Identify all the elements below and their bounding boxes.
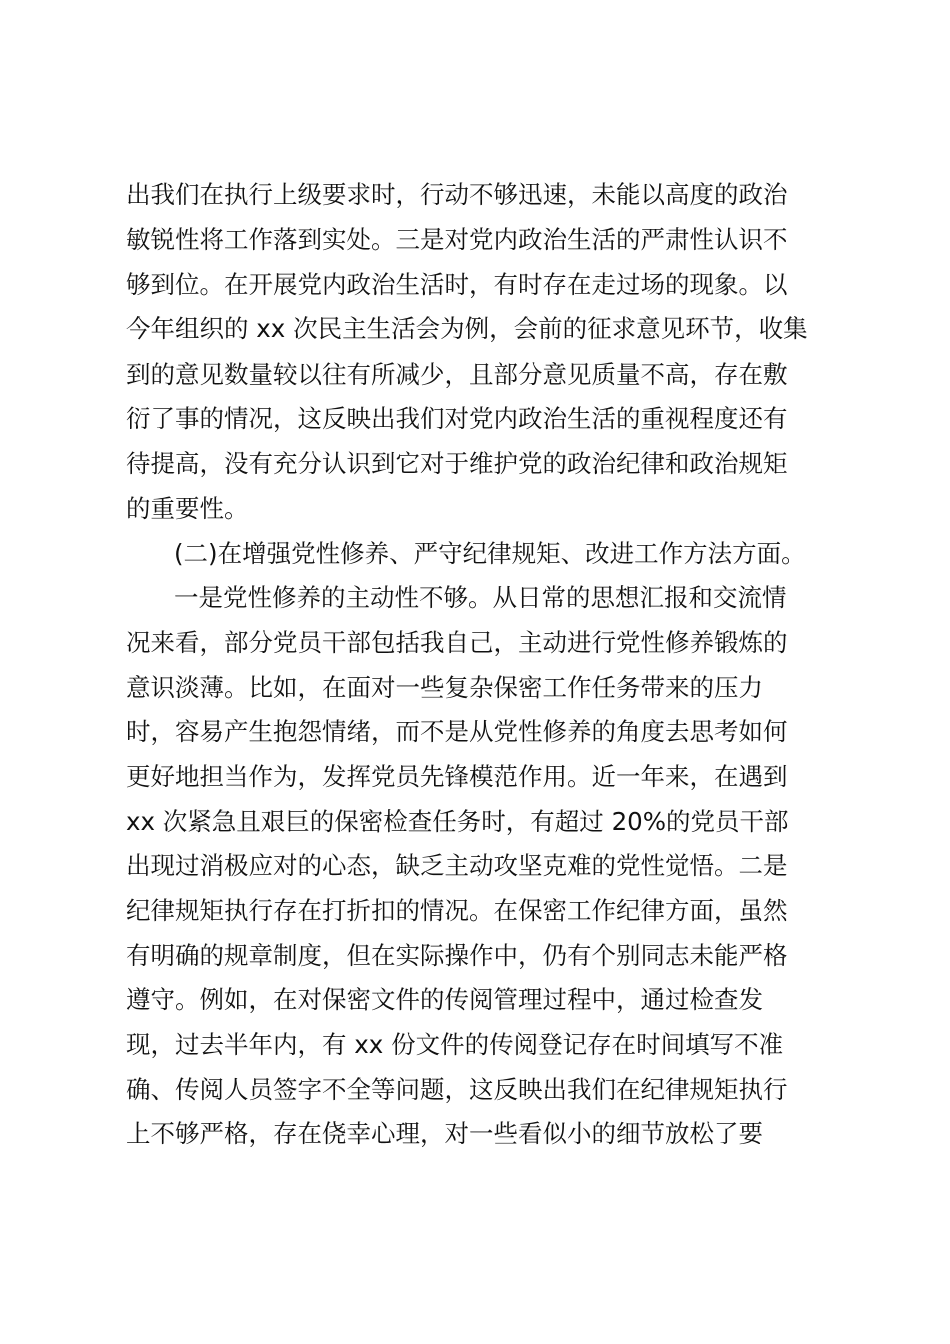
text-line: 意识淡薄。比如，在面对一些复杂保密工作任务带来的压力 (126, 673, 763, 702)
text-line: 待提高，没有充分认识到它对于维护党的政治纪律和政治规矩 (126, 449, 788, 478)
text-line: 更好地担当作为，发挥党员先锋模范作用。近一年来，在遇到 (126, 762, 788, 791)
text-line: 今年组织的 xx 次民主生活会为例，会前的征求意见环节，收集 (126, 314, 808, 343)
text-line: xx 次紧急且艰巨的保密检查任务时，有超过 20%的党员干部 (126, 807, 789, 836)
text-line: 的重要性。 (126, 494, 249, 523)
text-line: 够到位。在开展党内政治生活时，有时存在走过场的现象。以 (126, 270, 788, 299)
text-line: 到的意见数量较以往有所减少，且部分意见质量不高，存在敷 (126, 360, 788, 389)
text-line: 纪律规矩执行存在打折扣的情况。在保密工作纪律方面，虽然 (126, 896, 788, 925)
text-line: 一是党性修养的主动性不够。从日常的思想汇报和交流情 (174, 583, 787, 612)
text-line: 敏锐性将工作落到实处。三是对党内政治生活的严肃性认识不 (126, 225, 788, 254)
text-line: 出现过消极应对的心态，缺乏主动攻坚克难的党性觉悟。二是 (126, 851, 788, 880)
text-line: 时，容易产生抱怨情绪，而不是从党性修养的角度去思考如何 (126, 717, 788, 746)
text-line: 出我们在执行上级要求时，行动不够迅速，未能以高度的政治 (126, 180, 788, 209)
text-line: 有明确的规章制度，但在实际操作中，仍有个别同志未能严格 (126, 941, 788, 970)
text-line: 现，过去半年内，有 xx 份文件的传阅登记存在时间填写不准 (126, 1030, 784, 1059)
text-line: 上不够严格，存在侥幸心理，对一些看似小的细节放松了要 (126, 1119, 763, 1148)
text-line: 况来看，部分党员干部包括我自己，主动进行党性修养锻炼的 (126, 628, 788, 657)
section-heading: (二)在增强党性修养、严守纪律规矩、改进工作方法方面。 (174, 539, 806, 568)
text-line: 遵守。例如，在对保密文件的传阅管理过程中，通过检查发 (126, 985, 763, 1014)
text-line: 衍了事的情况，这反映出我们对党内政治生活的重视程度还有 (126, 404, 788, 433)
text-line: 确、传阅人员签字不全等问题，这反映出我们在纪律规矩执行 (126, 1075, 788, 1104)
